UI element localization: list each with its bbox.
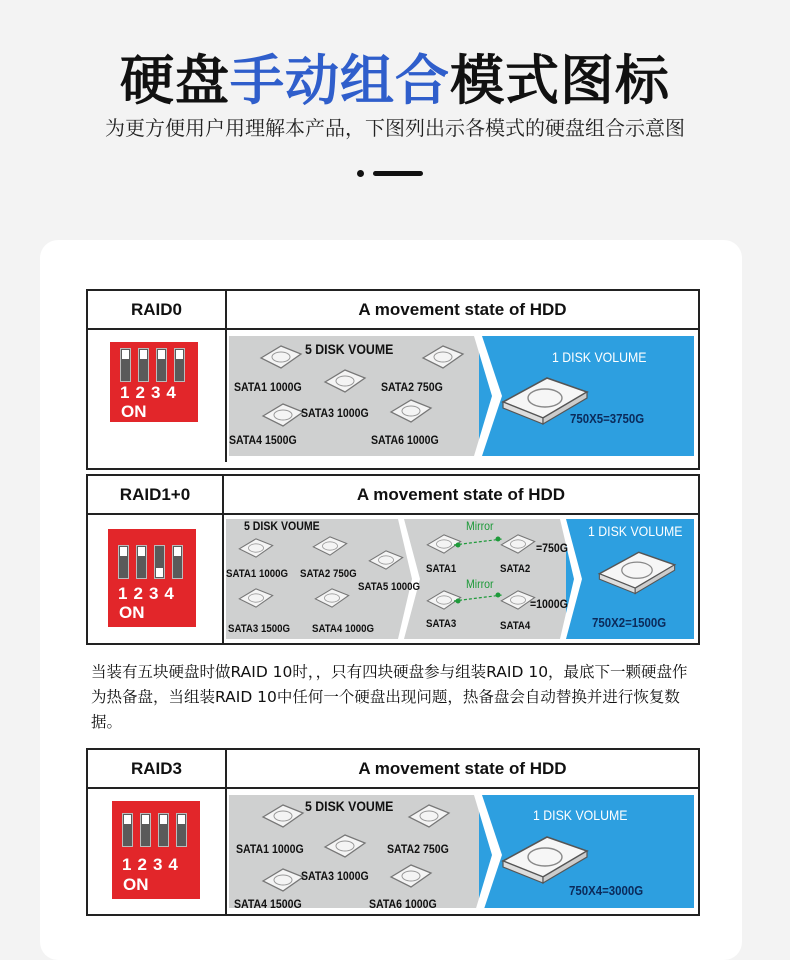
disk-label-4: SATA4 1500G [234, 897, 302, 908]
disk-label-3: SATA5 1000G [358, 581, 421, 593]
mode-label: RAID0 [88, 291, 227, 328]
state-label: A movement state of HDD [358, 299, 567, 319]
divider-bar [373, 171, 423, 176]
mirror-link-icon [452, 589, 504, 605]
dip-slot-2 [140, 813, 151, 847]
dip-slot-4 [176, 813, 187, 847]
disk-label-1: SATA1 1000G [236, 842, 304, 856]
hdd-diagram [229, 336, 694, 456]
hdd-icon [236, 585, 276, 611]
volume-label: 1 DISK VOLUME [588, 523, 683, 539]
dip-switch [112, 801, 200, 899]
dip-switch [108, 529, 196, 627]
dip-slot-4 [172, 545, 183, 579]
hdd-icon [257, 342, 305, 372]
raid-table-raid3 [86, 748, 700, 916]
dip-switch [110, 342, 198, 422]
volume-label: 1 DISK VOLUME [533, 807, 628, 823]
volume-result: 750X2=1500G [592, 615, 667, 630]
hdd-icon [310, 533, 350, 559]
table-row [88, 330, 698, 462]
disk-label-2: SATA2 750G [381, 380, 443, 394]
dip-switch-cell [88, 789, 227, 914]
dip-on-label: ON [121, 402, 147, 421]
hdd-icon [498, 531, 538, 557]
table-row [88, 789, 698, 914]
title-part-1: 硬盘 [120, 49, 230, 112]
dip-numbers: 1234 [120, 383, 182, 402]
disk-volume-label: 5 DISK VOUME [305, 341, 394, 357]
hdd-icon [387, 396, 435, 426]
disk-label-5: SATA6 1000G [369, 897, 437, 908]
volume-label: 1 DISK VOLUME [552, 349, 647, 365]
hdd-icon [236, 535, 276, 561]
page-subtitle: 为更方便用户用理解本产品，下图列出示各模式的硬盘组合示意图 [105, 116, 685, 140]
disk-volume-label: 5 DISK VOUME [244, 519, 320, 533]
mirror-result: =1000G [530, 597, 568, 611]
mirror-link-icon [452, 533, 504, 549]
raid10-note: 当装有五块硬盘时做RAID 10时，，只有四块硬盘参与组装RAID 10，最底下一颗硬盘作为热备盘，当组装RAID 10中任何一个硬盘出现问题，热备盘会自动替换并进行恢复数据。 [91, 663, 688, 731]
disk-label-3: SATA3 1000G [301, 869, 369, 883]
disk-label-3: SATA3 1000G [301, 406, 369, 420]
dip-slot-3 [158, 813, 169, 847]
hdd-diagram [226, 519, 694, 639]
page-title [0, 38, 790, 115]
volume-hdd-icon [594, 545, 680, 599]
disk-volume-label: 5 DISK VOUME [305, 798, 394, 814]
state-label: A movement state of HDD [356, 484, 566, 504]
disk-label-5: SATA6 1000G [371, 433, 439, 447]
divider-dot [357, 170, 364, 177]
volume-result: 750X4=3000G [569, 883, 644, 898]
disk-label-1: SATA1 1000G [234, 380, 302, 394]
mirror-disk-a: SATA1 [426, 563, 457, 575]
dip-slot-1 [122, 813, 133, 847]
dip-on-label: ON [123, 875, 149, 894]
hdd-icon [259, 400, 307, 430]
dip-switch-cell [88, 515, 224, 643]
table-header [88, 291, 698, 330]
dip-slot-3 [154, 545, 165, 579]
disk-label-1: SATA1 1000G [226, 568, 289, 580]
hdd-icon [321, 831, 369, 861]
arrow-icon [560, 519, 584, 639]
hdd-icon [321, 366, 369, 396]
table-header [88, 750, 698, 789]
mirror-disk-a: SATA3 [426, 618, 457, 630]
page-header [0, 0, 790, 240]
mirror-disk-b: SATA4 [500, 620, 531, 632]
dip-slot-2 [136, 545, 147, 579]
hdd-diagram [229, 795, 694, 908]
mode-label: RAID1+0 [88, 476, 224, 513]
disk-label-4: SATA4 1500G [229, 433, 297, 447]
disk-label-2: SATA2 750G [387, 842, 449, 856]
mirror-label: Mirror [466, 519, 494, 533]
dip-numbers: 1234 [118, 584, 180, 603]
volume-result: 750X5=3750G [570, 411, 645, 426]
table-row [88, 515, 698, 643]
hdd-icon [312, 585, 352, 611]
disk-label-2: SATA2 750G [300, 568, 357, 580]
disk-label-5: SATA4 1000G [312, 623, 375, 635]
state-label: A movement state of HDD [358, 758, 567, 778]
volume-hdd-icon [497, 829, 593, 889]
hdd-icon [259, 801, 307, 831]
raid-table-raid0 [86, 289, 700, 470]
dip-slot-4 [174, 348, 185, 382]
hdd-icon [259, 865, 307, 895]
title-accent: 手动组合 [230, 49, 450, 112]
table-header [88, 476, 698, 515]
hdd-icon [405, 801, 453, 831]
dip-slot-2 [138, 348, 149, 382]
hdd-icon [419, 342, 467, 372]
dip-slot-1 [118, 545, 129, 579]
mirror-disk-b: SATA2 [500, 563, 531, 575]
dip-numbers: 1234 [122, 855, 184, 874]
title-part-3: 模式图标 [450, 49, 670, 112]
dip-on-label: ON [119, 603, 145, 622]
mirror-result: =750G [536, 541, 569, 555]
dip-slot-3 [156, 348, 167, 382]
raid-table-raid10 [86, 474, 700, 645]
hdd-icon [387, 861, 435, 891]
mirror-label: Mirror [466, 577, 494, 591]
arrow-icon [398, 519, 422, 639]
dip-slot-1 [120, 348, 131, 382]
mode-label: RAID3 [88, 750, 227, 787]
hdd-icon [366, 547, 406, 573]
disk-label-4: SATA3 1500G [228, 623, 291, 635]
dip-switch-cell [88, 330, 227, 462]
